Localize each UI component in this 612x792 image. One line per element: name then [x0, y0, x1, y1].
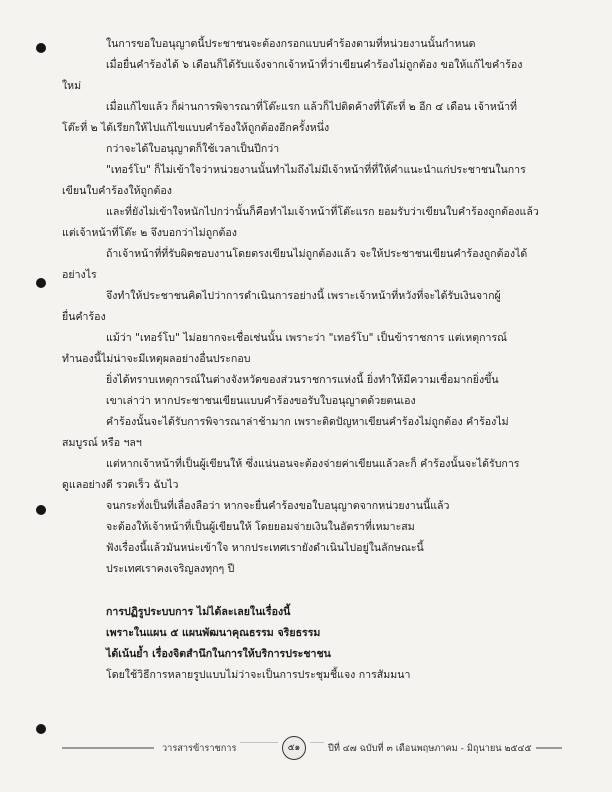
bold-text-line: การปฏิรูประบบการ ไม่ได้ละเลยในเรื่องนี้	[106, 606, 291, 618]
text-line: ในการขอใบอนุญาตนี้ประชาชนจะต้องกรอกแบบคำร้องตามที่หน่วยงานนั้นกำหนด	[106, 38, 476, 50]
binder-hole	[36, 278, 46, 288]
text-line: โดยใช้วิธีการหลายรูปแบบไม่ว่าจะเป็นการประชุมชี้แจง การสัมมนา	[106, 669, 411, 681]
text-line: ใหม่	[62, 80, 82, 92]
text-line: "เทอร์โบ" ก็ไม่เข้าใจว่าหน่วยงานนั้นทำไมถึงไม่มีเจ้าหน้าที่ที่ให้คำแนะนำแก่ประชาชนในการ	[106, 164, 526, 176]
footer-rule-right	[310, 742, 324, 743]
text-line: อย่างไร	[62, 269, 97, 281]
footer-bar-right	[536, 747, 562, 749]
journal-name: วารสารข้าราชการ	[162, 743, 237, 754]
text-line: เมื่อแก้ไขแล้ว ก็ผ่านการพิจารณาที่โต๊ะแรก แล้วก็ไปติดค้างที่โต๊ะที่ ๒ อีก ๔ เดือน เจ้าหน้าที่	[106, 101, 518, 113]
text-line: แม้ว่า "เทอร์โบ" ไม่อยากจะเชื่อเช่นนั้น เพราะว่า "เทอร์โบ" เป็นข้าราชการ แต่เหตุการณ์	[106, 332, 507, 344]
page-number: ๕๑	[282, 736, 306, 760]
text-line: เขาเล่าว่า หากประชาชนเขียนแบบคำร้องขอรับใบอนุญาตด้วยตนเอง	[106, 395, 416, 407]
text-line: ดูแลอย่างดี รวดเร็ว ฉับไว	[62, 479, 179, 491]
text-line: ฟังเรื่องนี้แล้วมันหน่ะเข้าใจ หากประเทศเรายังดำเนินไปอยู่ในลักษณะนี้	[106, 542, 424, 554]
text-line: จึงทำให้ประชาชนคิดไปว่าการดำเนินการอย่างนี้ เพราะเจ้าหน้าที่หวังที่จะได้รับเงินจากผู้	[106, 290, 501, 302]
issue-info: ปีที่ ๔๗ ฉบับที่ ๓ เดือนพฤษภาคม - มิถุนายน ๒๕๔๕	[328, 743, 532, 754]
text-line: จะต้องให้เจ้าหน้าที่เป็นผู้เขียนให้ โดยยอมจ่ายเงินในอัตราที่เหมาะสม	[106, 521, 415, 533]
bold-text-line: เพราะในแผน ๕ แผนพัฒนาคุณธรรม จริยธรรม	[106, 627, 321, 639]
page-footer	[62, 736, 562, 760]
bold-text-line: ได้เน้นย้ำ เรื่องจิตสำนึกในการให้บริการประชาชน	[106, 648, 331, 660]
text-line: ประเทศเราคงเจริญลงทุกๆ ปี	[106, 563, 235, 575]
paragraph-gap	[62, 580, 562, 602]
binder-hole	[36, 505, 46, 515]
binder-hole	[36, 724, 46, 734]
footer-bar-left	[62, 747, 154, 749]
binder-hole	[36, 43, 46, 53]
text-line: เขียนใบคำร้องให้ถูกต้อง	[62, 185, 172, 197]
text-line: จนกระทั่งเป็นที่เลื่องลือว่า หากจะยื่นคำร้องขอใบอนุญาตจากหน่วยงานนี้แล้ว	[106, 500, 450, 512]
text-line: ทำนองนี้ไม่น่าจะมีเหตุผลอย่างอื่นประกอบ	[62, 353, 251, 365]
text-line: คำร้องนั้นจะได้รับการพิจารณาล่าช้ามาก เพราะติดปัญหาเขียนคำร้องไม่ถูกต้อง คำร้องไม่	[106, 416, 509, 428]
article-body	[62, 34, 562, 686]
text-line: เมื่อยื่นคำร้องได้ ๖ เดือนก็ได้รับแจ้งจากเจ้าหน้าที่ว่าเขียนคำร้องไม่ถูกต้อง ขอให้แก้ไขคำร้อง	[106, 59, 523, 71]
text-line: แต่หากเจ้าหน้าที่เป็นผู้เขียนให้ ซึ่งแน่นอนจะต้องจ่ายค่าเขียนแล้วละก็ คำร้องนั้นจะได้รับการ	[106, 458, 520, 470]
text-line: กว่าจะได้ใบอนุญาตก็ใช้เวลาเป็นปีกว่า	[106, 143, 280, 155]
text-line: แต่เจ้าหน้าที่โต๊ะ ๒ จึงบอกว่าไม่ถูกต้อง	[62, 227, 237, 239]
text-line: สมบูรณ์ หรือ ฯลฯ	[62, 437, 142, 449]
text-line: ยื่นคำร้อง	[62, 311, 106, 323]
text-line: ถ้าเจ้าหน้าที่ที่รับผิดชอบงานโดยตรงเขียนไม่ถูกต้องแล้ว จะให้ประชาชนเขียนคำร้องถูกต้องได้	[106, 248, 528, 260]
footer-rule-left	[240, 742, 278, 743]
text-line: ยิ่งได้ทราบเหตุการณ์ในต่างจังหวัดของส่วนราชการแห่งนี้ ยิ่งทำให้มีความเชื่อมากยิ่งขึ้น	[106, 374, 499, 386]
text-line: โต๊ะที่ ๒ ได้เรียกให้ไปแก้ไขแบบคำร้องให้ถูกต้องอีกครั้งหนึ่ง	[62, 122, 330, 134]
text-line: และที่ยังไม่เข้าใจหนักไปกว่านั้นก็คือทำไมเจ้าหน้าที่โต๊ะแรก ยอมรับว่าเขียนใบคำร้องถูกต้องแล้ว	[106, 206, 539, 218]
